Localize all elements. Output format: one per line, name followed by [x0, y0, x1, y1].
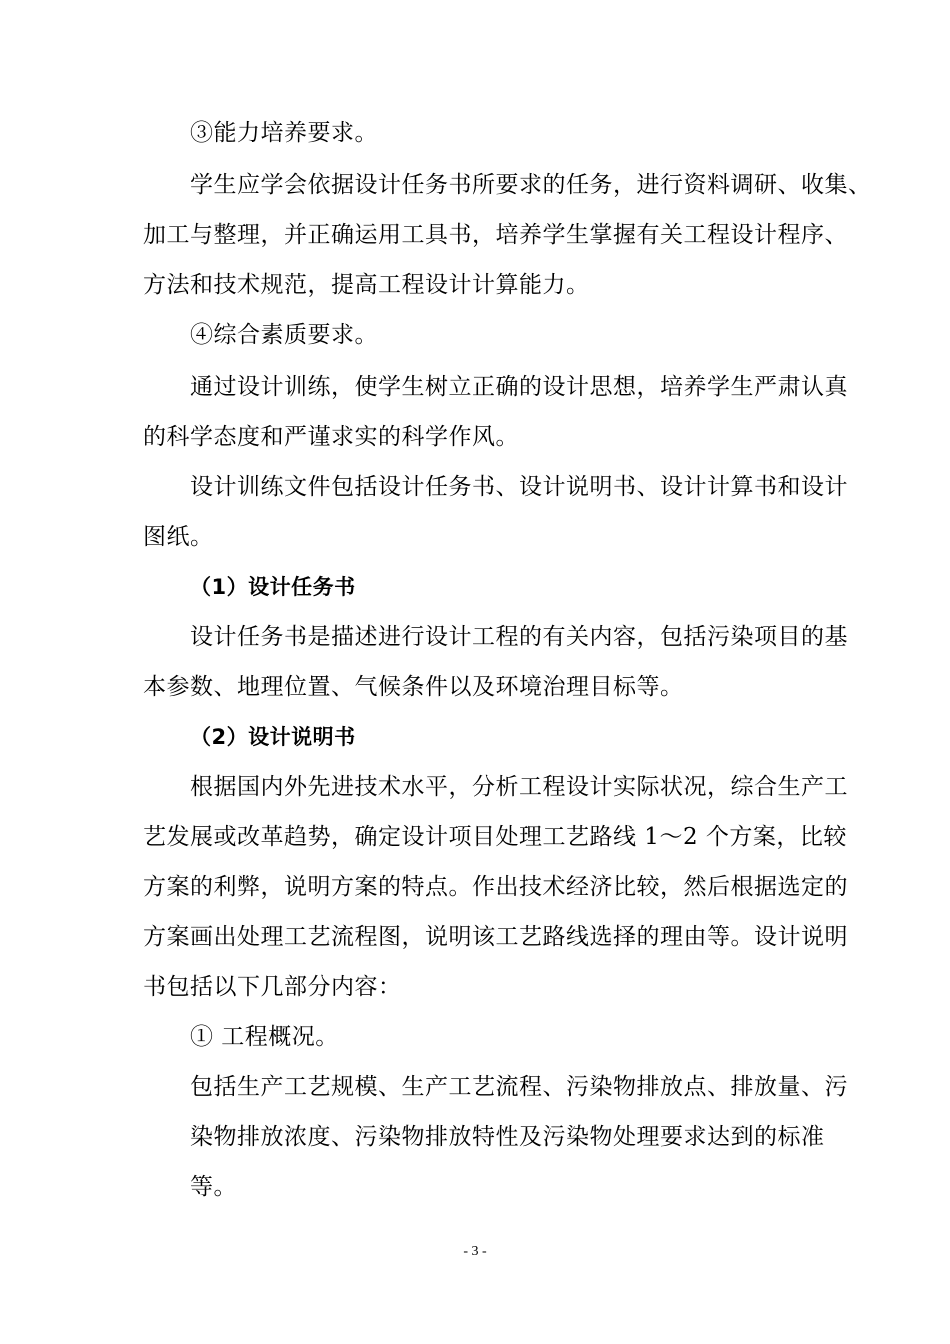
paragraph-line: 设计训练文件包括设计任务书、设计说明书、设计计算书和设计 — [190, 474, 848, 500]
paragraph-line: 设计任务书是描述进行设计工程的有关内容，包括污染项目的基 — [190, 624, 848, 650]
paragraph-line: 的科学态度和严谨求实的科学作风。 — [143, 424, 519, 450]
page-number: - 3 - — [463, 1244, 487, 1259]
paragraph-line: 通过设计训练，使学生树立正确的设计思想，培养学生严肃认真 — [190, 374, 848, 400]
section-heading-task-book: （1）设计任务书 — [190, 575, 356, 599]
paragraph-line: 等。 — [190, 1174, 237, 1200]
paragraph-line: 包括生产工艺规模、生产工艺流程、污染物排放点、排放量、污 — [190, 1074, 848, 1100]
item-quality-requirement: ④综合素质要求。 — [190, 322, 378, 348]
section-heading-design-description: （2）设计说明书 — [190, 725, 356, 749]
paragraph-line: 方法和技术规范，提高工程设计计算能力。 — [143, 272, 590, 298]
paragraph-line: 方案画出处理工艺流程图，说明该工艺路线选择的理由等。设计说明 — [143, 924, 848, 950]
paragraph-line: 本参数、地理位置、气候条件以及环境治理目标等。 — [143, 674, 684, 700]
paragraph-line: 书包括以下几部分内容： — [143, 974, 402, 1000]
item-project-overview: ① 工程概况。 — [190, 1024, 339, 1050]
paragraph-line: 图纸。 — [143, 524, 214, 550]
paragraph-line: 方案的利弊，说明方案的特点。作出技术经济比较，然后根据选定的 — [143, 874, 848, 900]
item-ability-requirement: ③能力培养要求。 — [190, 120, 378, 146]
paragraph-line: 加工与整理，并正确运用工具书，培养学生掌握有关工程设计程序、 — [143, 222, 848, 248]
paragraph-line: 染物排放浓度、污染物排放特性及污染物处理要求达到的标准 — [190, 1124, 825, 1150]
paragraph-line: 根据国内外先进技术水平，分析工程设计实际状况，综合生产工 — [190, 774, 848, 800]
paragraph-line: 学生应学会依据设计任务书所要求的任务，进行资料调研、收集、 — [190, 172, 872, 198]
paragraph-line: 艺发展或改革趋势，确定设计项目处理工艺路线 1～2 个方案，比较 — [143, 824, 847, 850]
